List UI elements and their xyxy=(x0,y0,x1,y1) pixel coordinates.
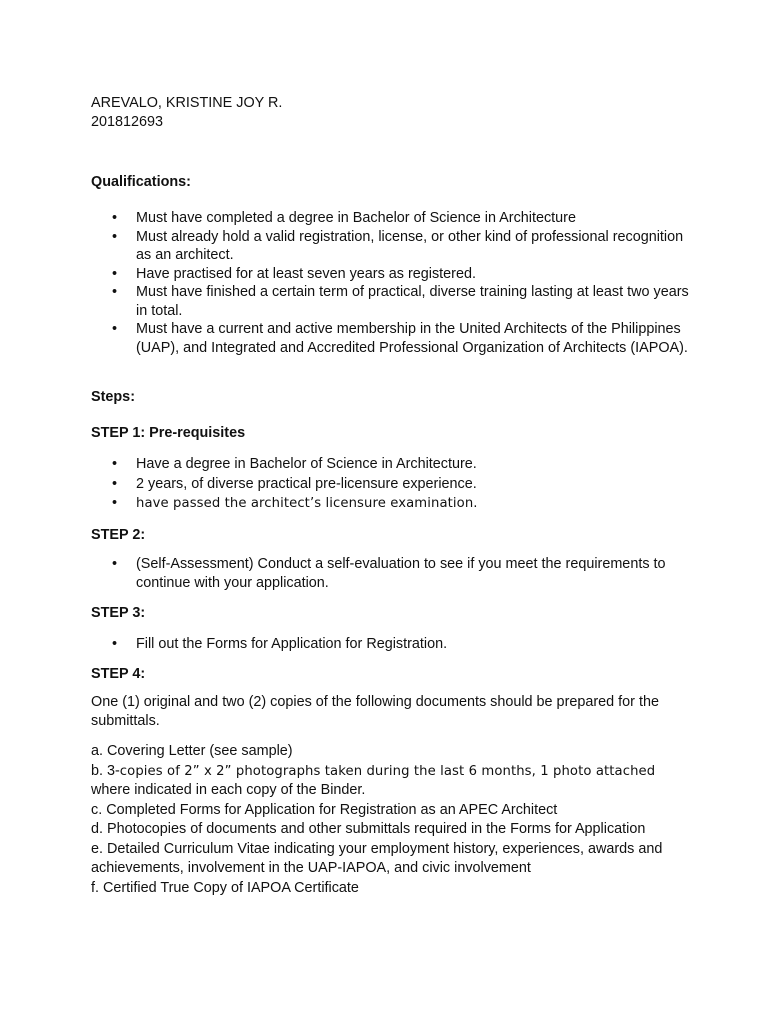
list-item xyxy=(91,320,691,357)
qualifications-heading: Qualifications: xyxy=(91,174,191,190)
list-item xyxy=(91,228,691,265)
list-item xyxy=(91,762,691,782)
list-item xyxy=(91,283,691,320)
list-item xyxy=(91,475,691,494)
qualifications-list xyxy=(91,209,691,357)
step3-heading: STEP 3: xyxy=(91,605,146,621)
list-item-text: Fill out the Forms for Application for Registration. xyxy=(136,636,448,652)
list-item-text: copies of 2” x 2” photographs taken during the last 6 months, 1 photo attached xyxy=(119,763,656,779)
bullet-icon: • xyxy=(112,284,118,300)
step1-list xyxy=(91,455,691,514)
list-item: a. Covering Letter (see sample) xyxy=(91,743,293,759)
step3-list xyxy=(91,635,691,654)
bullet-icon: • xyxy=(112,556,118,572)
step1-heading: STEP 1: Pre-requisites xyxy=(91,425,246,441)
list-item-text: Must have completed a degree in Bachelor of Science in Architecture xyxy=(136,210,576,226)
list-item-text: Must have finished a certain term of practical, diverse training lasting at least two years in total. xyxy=(136,284,689,319)
step4-intro: One (1) original and two (2) copies of the following documents should be prepared for the submittals. xyxy=(91,694,659,729)
list-item-text: Have practised for at least seven years as registered. xyxy=(136,265,476,282)
bullet-icon: • xyxy=(112,495,118,511)
list-item xyxy=(91,265,691,284)
list-item xyxy=(91,635,691,654)
bullet-icon: • xyxy=(112,210,118,226)
bullet-icon: • xyxy=(112,265,118,282)
step2-heading: STEP 2: xyxy=(91,527,146,543)
bullet-icon: • xyxy=(112,475,118,492)
list-item: c. Completed Forms for Application for Registration as an APEC Architect xyxy=(91,801,558,818)
list-item: e. Detailed Curriculum Vitae indicating your employment history, experiences, awards and achievements, involvement in the UAP-IAPOA, and civic involvement xyxy=(91,840,663,876)
bullet-icon: • xyxy=(112,228,118,245)
list-item-text: have passed the architect’s licensure examination. xyxy=(136,496,478,511)
list-item-text: 2 years, of diverse practical pre-licensure experience. xyxy=(136,475,477,492)
bullet-icon: • xyxy=(112,636,118,652)
bullet-icon: • xyxy=(112,456,118,472)
list-item-continuation: where indicated in each copy of the Binder. xyxy=(91,782,366,798)
list-item-text: Must have a current and active membership in the United Architects of the Philippines (UAP), and Integrated and Accredited Professional Organization of Architects (IAPOA). xyxy=(136,321,688,356)
steps-heading: Steps: xyxy=(91,389,135,405)
student-id: 201812693 xyxy=(91,114,164,130)
author-name: AREVALO, KRISTINE JOY R. xyxy=(91,95,283,111)
list-item: d. Photocopies of documents and other submittals required in the Forms for Application xyxy=(91,821,646,837)
documents-list xyxy=(91,742,691,898)
list-item xyxy=(91,555,691,593)
list-item-prefix: b. 3- xyxy=(91,762,120,779)
step2-list xyxy=(91,555,691,593)
bullet-icon: • xyxy=(112,321,118,337)
list-item-text: (Self-Assessment) Conduct a self-evaluation to see if you meet the requirements to continue with your application. xyxy=(136,556,666,591)
list-item xyxy=(91,494,691,514)
list-item-text: Have a degree in Bachelor of Science in Architecture. xyxy=(136,456,477,472)
list-item-text: Must already hold a valid registration, license, or other kind of professional recognition as an architect. xyxy=(136,228,684,263)
list-item: f. Certified True Copy of IAPOA Certificate xyxy=(91,879,359,896)
list-item xyxy=(91,455,691,474)
step4-heading: STEP 4: xyxy=(91,666,146,682)
list-item xyxy=(91,209,691,228)
